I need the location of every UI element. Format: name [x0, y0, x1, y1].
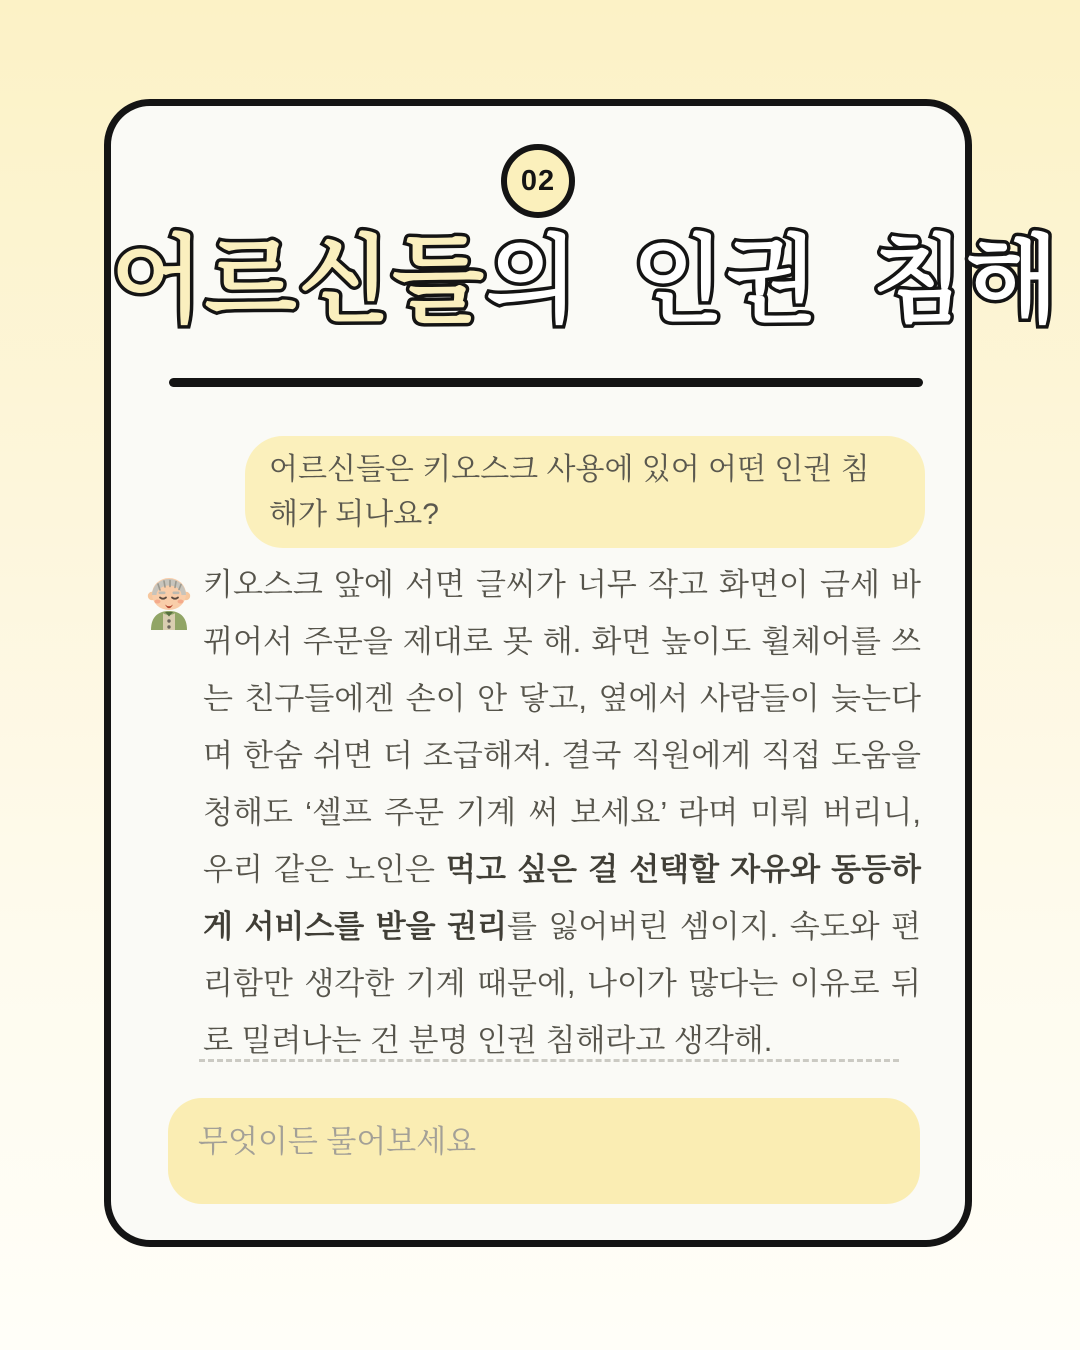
elderly-man-avatar-icon [143, 568, 195, 630]
title-highlight: 어르신들 [111, 228, 487, 334]
title-divider [169, 378, 923, 387]
question-text: 어르신들은 키오스크 사용에 있어 어떤 인권 침해가 되나요? [269, 453, 870, 531]
chat-input[interactable] [168, 1098, 920, 1204]
answer-part1: 키오스크 앞에 서면 글씨가 너무 작고 화면이 금세 바뀌어서 주문을 제대로 못 해. 화면 높이도 휠체어를 쓰는 친구들에겐 손이 안 닿고, 옆에서 사람들이 늦는다며 한숨 쉬면 더 조급해져. 결국 직원에게 직접 도움을 청해도 ‘셀프 주문 기계 써 보세요’ 라며 미뤄 버리니, 우리 같은 노인은 [203, 567, 921, 887]
content-card [104, 99, 1060, 1247]
section-number-badge: 02 [501, 144, 575, 218]
chat-input-box[interactable] [168, 1098, 920, 1204]
answer-text [203, 556, 921, 1069]
dashed-divider [199, 1059, 899, 1062]
answer-bold-phrase: 먹고 싶은 걸 선택할 자유와 동등하게 서비스를 받을 권리 [203, 852, 921, 944]
title-rest: 의 인권 침해 [486, 228, 1060, 334]
question-bubble [245, 436, 925, 548]
answer-part2: 를 잃어버린 셈이지. 속도와 편리함만 생각한 기계 때문에, 나이가 많다는 이유로 뒤로 밀려나는 건 분명 인권 침해라고 생각해. [203, 909, 921, 1058]
page-title [111, 228, 1060, 334]
